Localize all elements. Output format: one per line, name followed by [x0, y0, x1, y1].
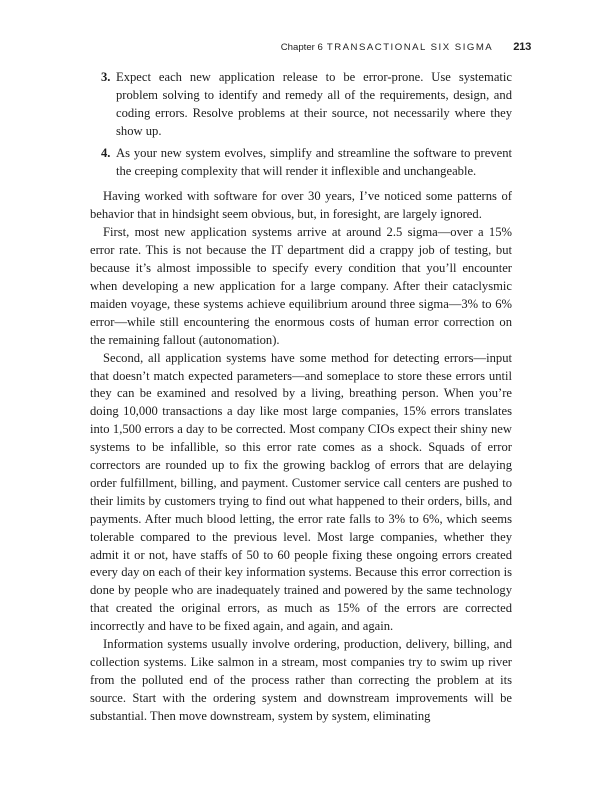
list-item-text: As your new system evolves, simplify and streamline the software to prevent the creeping complexity that will render it inflexible and unchangeable.: [116, 145, 512, 178]
list-item: [90, 69, 512, 141]
chapter-title: TRANSACTIONAL SIX SIGMA: [326, 42, 494, 53]
list-item-number: 4.: [101, 145, 111, 160]
paragraph: First, most new application systems arrive at around 2.5 sigma—over a 15% error rate. This is not because the IT department did a crappy job of testing, but because it’s almost impossible to specify every condition that you’ll encounter when developing a new application for a large company. After their cataclysmic maiden voyage, these systems achieve equilibrium around three sigma—3% to 6% error—while still encountering the enormous costs of human error correction on the remaining fallout (autonomation).: [90, 225, 512, 347]
list-item-number: 3.: [101, 70, 111, 84]
list-item: [90, 145, 512, 181]
page-number: 213: [513, 41, 531, 53]
page-body: [90, 69, 512, 726]
list-item-text: Expect each new application release to be error-prone. Use systematic problem solving to identify and remedy all of the requirements, design, and coding errors. Resolve problems at their source, not necessarily where they show up.: [116, 70, 512, 138]
paragraph: Second, all application systems have some method for detecting errors—input that doesn’t match expected parameters—and someplace to store these errors until they can be examined and resolved by a living, breathing person. When you’re doing 10,000 transactions a day like most large companies, 15% errors translates into 1,500 errors a day to be corrected. Most company CIOs expect their shiny new systems to be infallible, so this error rate comes as a shock. Squads of error correctors are rounded up to fix the growing backlog of errors that are delaying order fulfillment, billing, and payment. Customer service call centers are pushed to their limits by customers trying to find out what happened to their orders, bills, and payments. After much blood letting, the error rate falls to 3% to 6%, which seems tolerable compared to the previous level. Most large companies, whether they admit it or not, have staffs of 50 to 60 people fixing these ongoing errors created every day on each of their key information systems. Because this error correction is done by people who are inadequately trained and powered by the same technology that created the original errors, as much as 15% of the errors are corrected incorrectly and have to be fixed again, and again, and again.: [90, 350, 512, 634]
numbered-list: [90, 69, 512, 180]
paragraph: Information systems usually involve ordering, production, delivery, billing, and collection systems. Like salmon in a stream, most companies try to swim up river from the polluted end of the process rather than correcting the problem at its source. Start with the ordering system and downstream improvements will be substantial. Then move downstream, system by system, eliminating: [90, 637, 512, 723]
paragraph: Having worked with software for over 30 years, I’ve noticed some patterns of behavior that in hindsight seem obvious, but, in foresight, are largely ignored.: [90, 189, 512, 222]
chapter-label: Chapter 6: [280, 42, 323, 53]
running-header: [90, 41, 531, 57]
